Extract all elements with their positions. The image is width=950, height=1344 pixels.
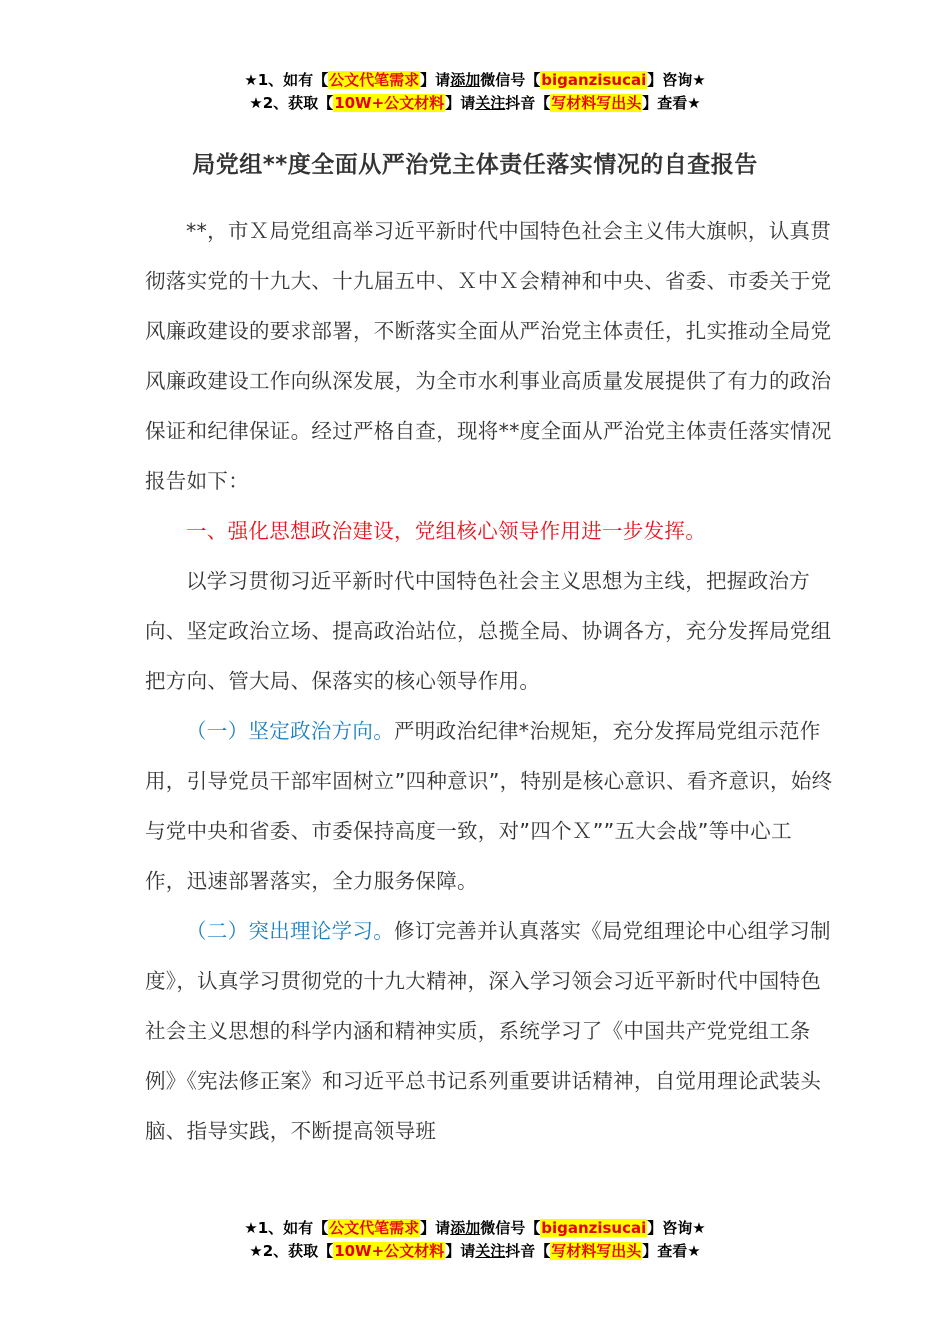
subsection-heading-2: （二）突出理论学习。 [186, 919, 394, 943]
banner-highlight: 10W+公文材料 [334, 94, 445, 112]
banner-douyin-id: 写材料写出头 [551, 1242, 642, 1260]
banner-underlined: 关注 [475, 1242, 506, 1260]
document-body [145, 206, 833, 1156]
banner-highlight: 公文代笔需求 [329, 1219, 420, 1237]
paragraph-intro: **，市Ｘ局党组高举习近平新时代中国特色社会主义伟大旗帜，认真贯彻落实党的十九大、十九届五中、Ｘ中Ｘ会精神和中央、省委、市委关于党风廉政建设的要求部署，不断落实全面从严治党主体责任，扎实推动全局党风廉政建设工作向纵深发展，为全市水利事业高质量发展提供了有力的政治保证和纪律保证。经过严格自查，现将**度全面从严治党主体责任落实情况报告如下： [145, 219, 832, 493]
footer-banner [0, 1217, 950, 1263]
banner-highlight: 公文代笔需求 [329, 71, 420, 89]
banner-text: ★2、获取【 [249, 94, 334, 112]
banner-text: 】咨询★ [647, 71, 706, 89]
banner-underlined: 添加 [450, 1219, 481, 1237]
paragraph-subsection-2 [145, 906, 833, 1156]
banner-text: 】查看★ [642, 94, 701, 112]
banner-text: ★2、获取【 [249, 1242, 334, 1260]
banner-wechat-id: biganzisucai [541, 71, 647, 89]
banner-wechat-id: biganzisucai [541, 1219, 647, 1237]
banner-line-1 [0, 1217, 950, 1240]
banner-line-1 [0, 69, 950, 92]
subsection-body-1: 严明政治纪律*治规矩，充分发挥局党组示范作用，引导党员干部牢固树立”四种意识”，特别是核心意识、看齐意识，始终与党中央和省委、市委保持高度一致，对”四个Ｘ””五大会战”等中心工作，迅速部署落实，全力服务保障。 [145, 719, 833, 893]
banner-underlined: 添加 [450, 71, 481, 89]
banner-text: 】请 [420, 1219, 451, 1237]
section-heading-1: 一、强化思想政治建设，党组核心领导作用进一步发挥。 [186, 519, 706, 543]
banner-line-2 [0, 1240, 950, 1263]
banner-text: 微信号【 [480, 1219, 541, 1237]
banner-text: 】请 [445, 1242, 476, 1260]
banner-text: ★1、如有【 [244, 1219, 329, 1237]
banner-underlined: 关注 [475, 94, 506, 112]
banner-text: 】请 [445, 94, 476, 112]
banner-line-2 [0, 92, 950, 115]
banner-text: 】请 [420, 71, 451, 89]
banner-text: 】查看★ [642, 1242, 701, 1260]
paragraph-subsection-1 [145, 706, 833, 906]
banner-text: ★1、如有【 [244, 71, 329, 89]
banner-highlight: 10W+公文材料 [334, 1242, 445, 1260]
document-title: 局党组**度全面从严治党主体责任落实情况的自查报告 [192, 152, 758, 178]
banner-text: 抖音【 [505, 1242, 551, 1260]
banner-text: 抖音【 [505, 94, 551, 112]
header-banner [0, 69, 950, 115]
subsection-heading-1: （一）坚定政治方向。 [186, 719, 394, 743]
subsection-body-2: 修订完善并认真落实《局党组理论中心组学习制度》，认真学习贯彻党的十九大精神，深入学习领会习近平新时代中国特色社会主义思想的科学内涵和精神实质，系统学习了《中国共产党党组工条例》《宪法修正案》和习近平总书记系列重要讲话精神，自觉用理论武装头脑、指导实践，不断提高领导班 [145, 919, 831, 1143]
banner-text: 微信号【 [480, 71, 541, 89]
paragraph-section-1: 以学习贯彻习近平新时代中国特色社会主义思想为主线，把握政治方向、坚定政治立场、提高政治站位，总揽全局、协调各方，充分发挥局党组把方向、管大局、保落实的核心领导作用。 [145, 569, 832, 693]
banner-text: 】咨询★ [647, 1219, 706, 1237]
banner-douyin-id: 写材料写出头 [551, 94, 642, 112]
